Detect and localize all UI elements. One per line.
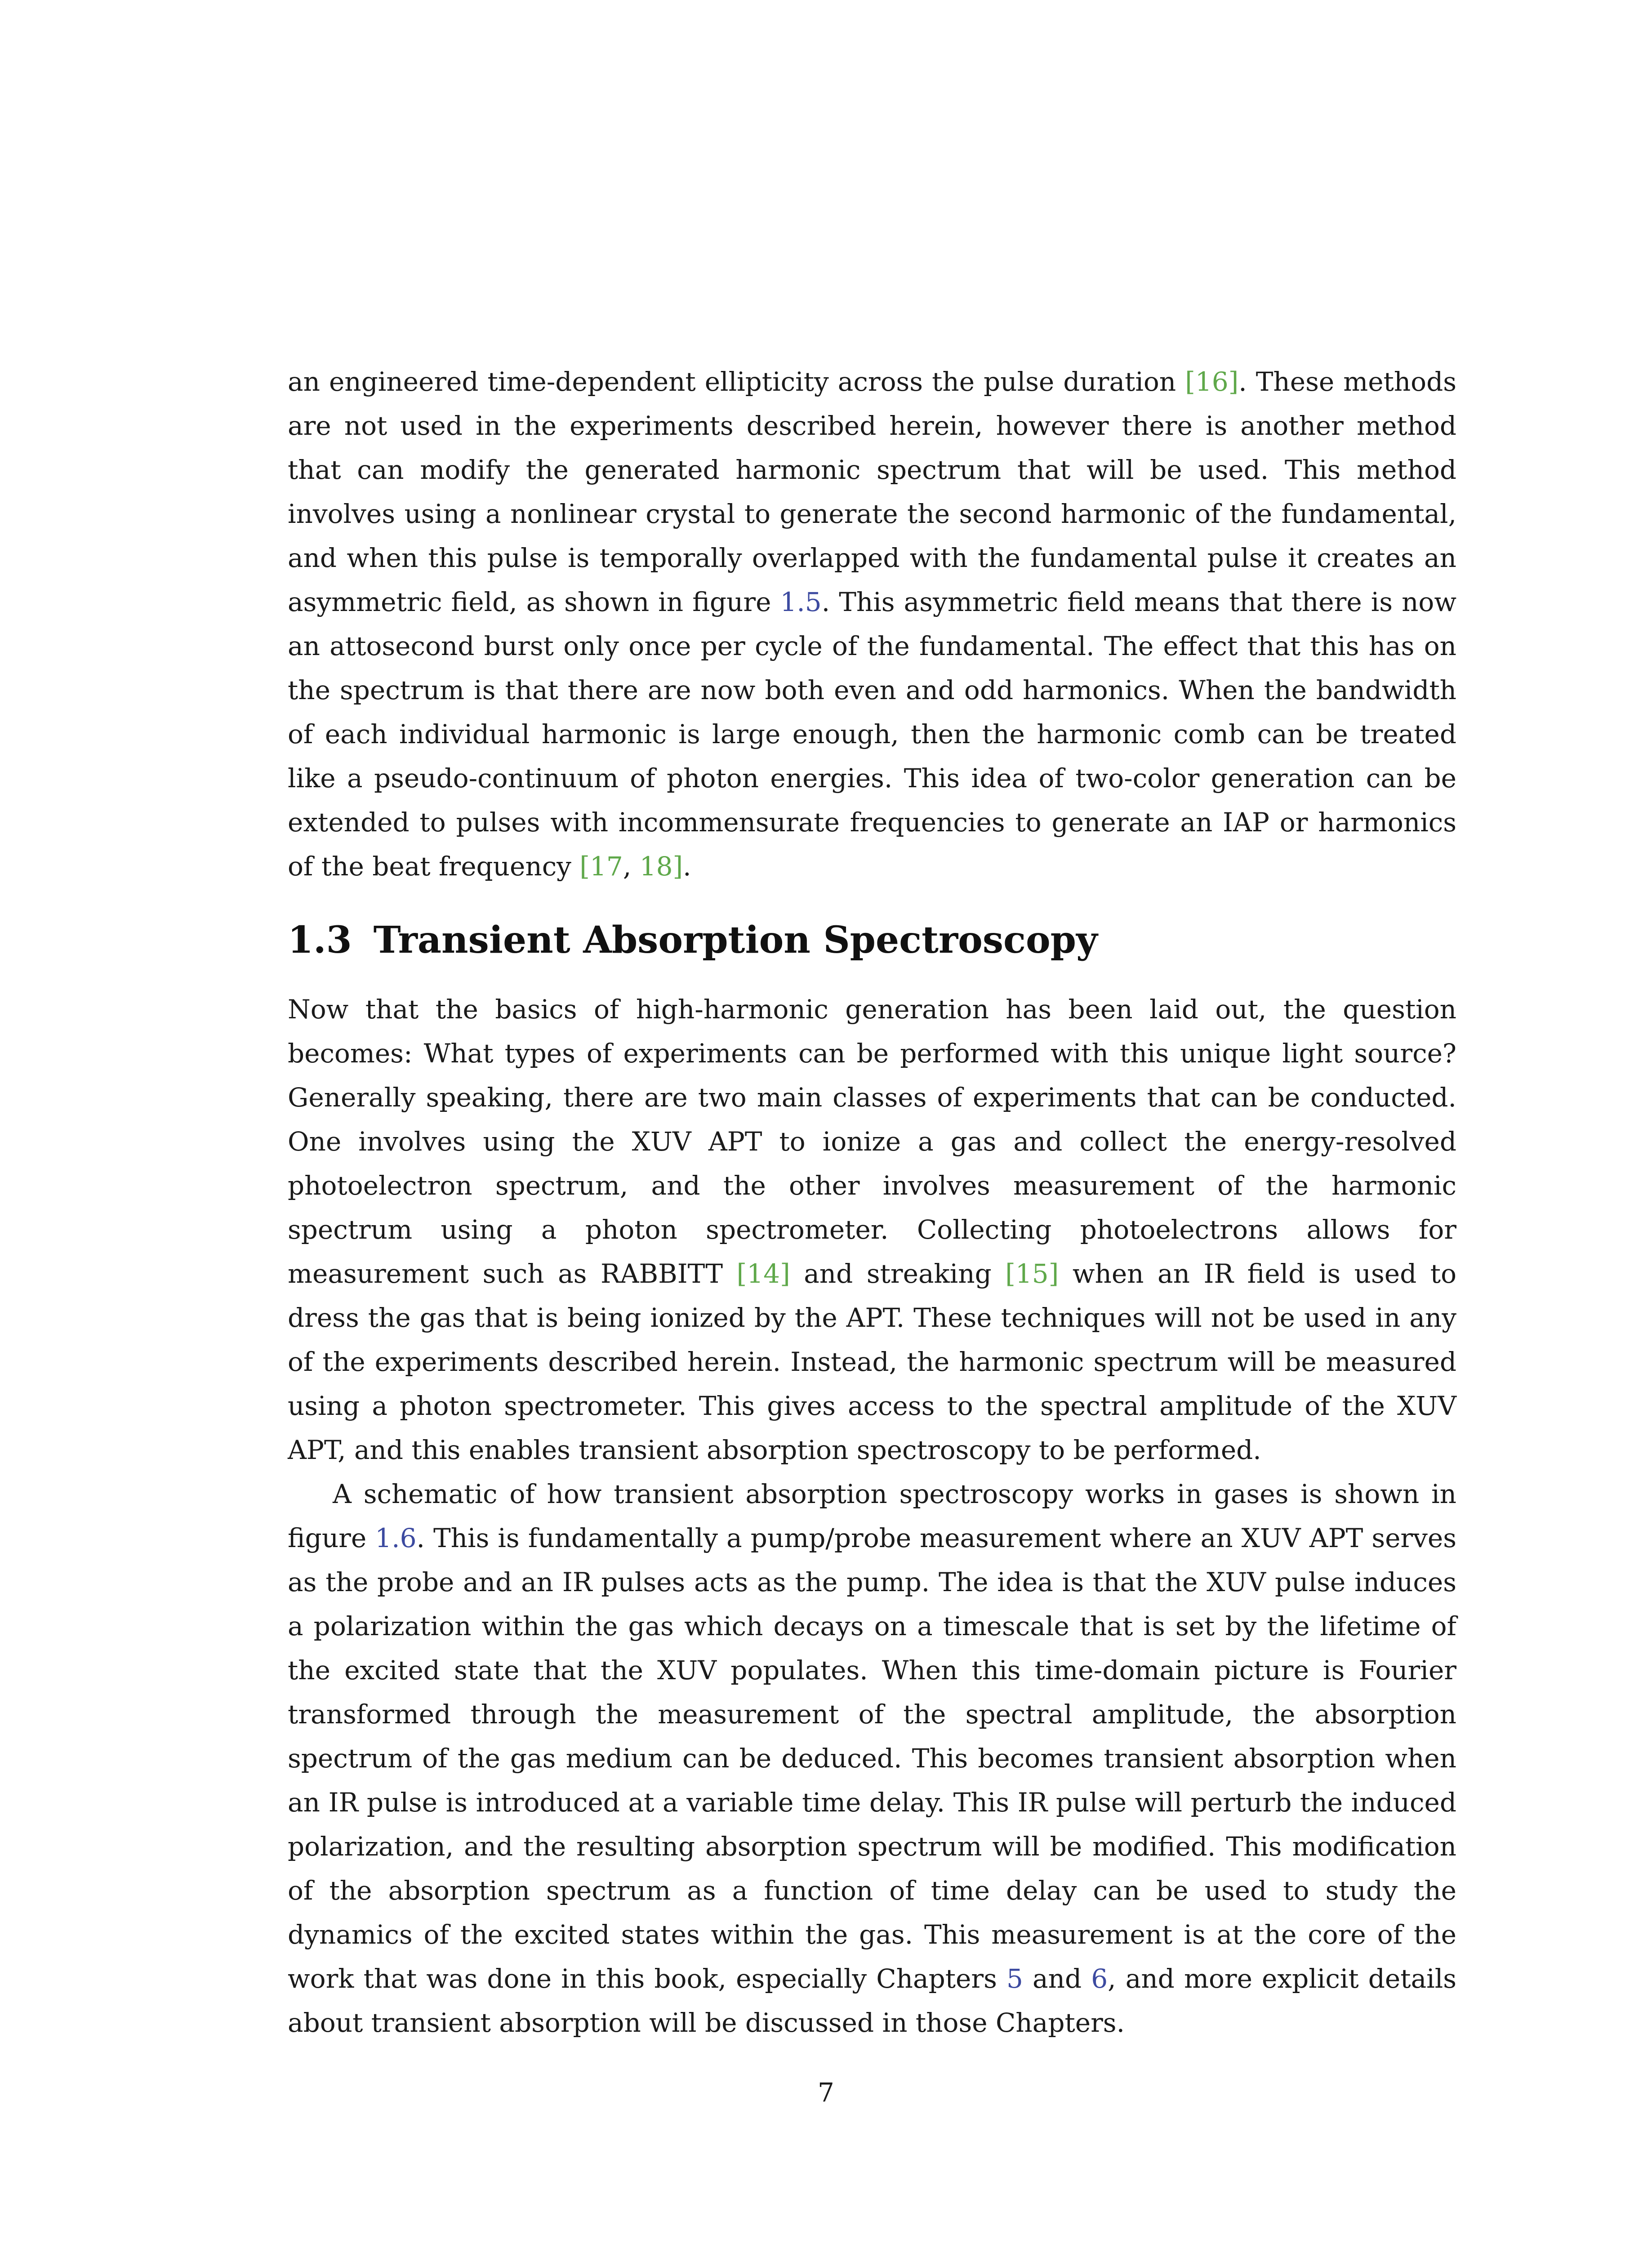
text-run: , xyxy=(623,851,640,882)
text-run: when an IR field is used to dress the gas that is being ionized by the APT. These techniques will not be used in any of the experiments described herein. Instead, the harmonic spectrum will be measured using a photon spectrometer. This gives access to the spectral amplitude of the XUV APT, and this enables transient absorption spectroscopy to be performed. xyxy=(288,1258,1456,1465)
citation-link[interactable]: [14] xyxy=(736,1258,790,1289)
text-run: . xyxy=(683,851,691,882)
chapter-reference-link[interactable]: 6 xyxy=(1091,1963,1108,1994)
section-number: 1.3 xyxy=(288,919,352,962)
text-run: and streaking xyxy=(790,1258,1006,1289)
chapter-reference-link[interactable]: 5 xyxy=(1006,1963,1023,1994)
citation-link[interactable]: [16] xyxy=(1185,366,1239,397)
text-run: . This is fundamentally a pump/probe measurement where an XUV APT serves as the probe and an IR pulses acts as the pump. The idea is that the XUV pulse induces a polarization within the gas which decays on a timescale that is set by the lifetime of the excited state that the XUV populates. When this time-domain picture is Fourier transformed through the measurement of the spectral amplitude, the absorption spectrum of the gas medium can be deduced. This becomes transient absorption when an IR pulse is introduced at a variable time delay. This IR pulse will perturb the induced polarization, and the resulting absorption spectrum will be modified. This modification of the absorption spectrum as a function of time delay can be used to study the dynamics of the excited states within the gas. This measurement is at the core of the work that was done in this book, especially Chapters xyxy=(288,1523,1457,1994)
page-number: 7 xyxy=(818,2077,834,2108)
paragraph-harmonic-spectrum xyxy=(288,360,1456,888)
section-heading xyxy=(288,915,1456,965)
text-run: , and more explicit details about transient absorption will be discussed in those Chapters. xyxy=(288,1963,1457,2038)
paragraph-experiment-classes xyxy=(288,987,1456,1472)
text-run: A schematic of how transient absorption spectroscopy works in gases is shown in figure xyxy=(288,1479,1456,1553)
paragraph-transient-absorption xyxy=(288,1472,1456,2045)
figure-reference-link[interactable]: 1.6 xyxy=(375,1523,417,1553)
page-body xyxy=(288,360,1456,2045)
text-run: Now that the basics of high-harmonic generation has been laid out, the question becomes: What types of experiments can be performed with this unique light source? Generally speaking, there are two main classes of experiments that can be conducted. One involves using the XUV APT to ionize a gas and collect the energy-resolved photoelectron spectrum, and the other involves measurement of the harmonic spectrum using a photon spectrometer. Collecting photoelectrons allows for measurement such as RABBITT xyxy=(288,994,1456,1289)
text-run: and xyxy=(1023,1963,1091,1994)
text-run: . These methods are not used in the experiments described herein, however there is another method that can modify the generated harmonic spectrum that will be used. This method involves using a nonlinear crystal to generate the second harmonic of the fundamental, and when this pulse is temporally overlapped with the fundamental pulse it creates an asymmetric field, as shown in figure xyxy=(288,366,1456,617)
text-run: an engineered time-dependent ellipticity across the pulse duration xyxy=(288,366,1185,397)
figure-reference-link[interactable]: 1.5 xyxy=(780,587,822,617)
citation-link[interactable]: [15] xyxy=(1005,1258,1059,1289)
citation-link[interactable]: [17 xyxy=(579,851,623,882)
text-run: . This asymmetric field means that there is now an attosecond burst only once per cycle of the fundamental. The effect that this has on the spectrum is that there are now both even and odd harmonics. When the bandwidth of each individual harmonic is large enough, then the harmonic comb can be treated like a pseudo-continuum of photon energies. This idea of two-color generation can be extended to pulses with incommensurate frequencies to generate an IAP or harmonics of the beat frequency xyxy=(288,587,1456,882)
citation-link[interactable]: 18] xyxy=(639,851,683,882)
section-title: Transient Absorption Spectroscopy xyxy=(373,919,1098,962)
